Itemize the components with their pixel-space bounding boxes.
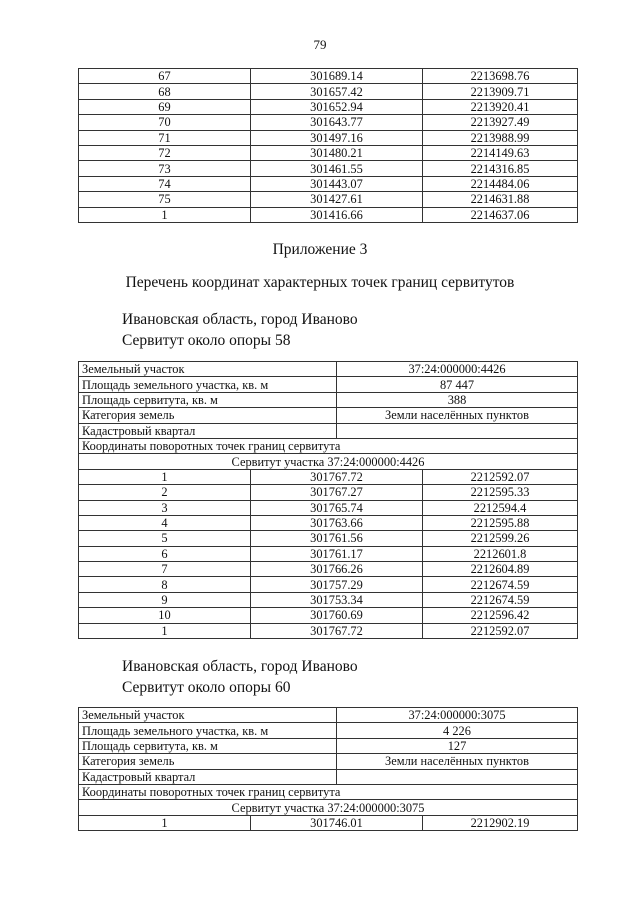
table-row (79, 192, 578, 207)
table-row (79, 69, 578, 84)
table-row (79, 531, 578, 546)
servitude-58-table (78, 361, 578, 639)
y-coordinate-cell: 2213988.99 (423, 130, 578, 145)
y-coordinate-cell: 2212596.42 (423, 608, 578, 623)
x-coordinate-cell: 301643.77 (251, 115, 423, 130)
point-number-cell: 1 (79, 469, 251, 484)
page-number: 79 (313, 37, 327, 52)
info-value-cell: 388 (337, 392, 578, 407)
y-coordinate-cell: 2214484.06 (423, 176, 578, 191)
info-row (79, 362, 578, 377)
table-row (79, 84, 578, 99)
table-row (79, 608, 578, 623)
point-number-cell: 5 (79, 531, 251, 546)
y-coordinate-cell: 2214149.63 (423, 145, 578, 160)
section-58-location: Ивановская область, город Иваново (122, 311, 358, 328)
table-row (79, 145, 578, 160)
x-coordinate-cell: 301757.29 (251, 577, 423, 592)
info-row (79, 408, 578, 423)
table-row (79, 207, 578, 222)
info-value-cell: 4 226 (337, 723, 578, 738)
point-number-cell: 73 (79, 161, 251, 176)
info-label-cell: Земельный участок (79, 362, 337, 377)
y-coordinate-cell: 2212599.26 (423, 531, 578, 546)
info-label-cell: Площадь сервитута, кв. м (79, 392, 337, 407)
table-row (79, 161, 578, 176)
table-row (79, 562, 578, 577)
y-coordinate-cell: 2212601.8 (423, 546, 578, 561)
info-label-cell: Земельный участок (79, 708, 337, 723)
y-coordinate-cell: 2213920.41 (423, 99, 578, 114)
table-row (79, 485, 578, 500)
table-row (79, 469, 578, 484)
y-coordinate-cell: 2212595.88 (423, 515, 578, 530)
table-row (79, 815, 578, 830)
y-coordinate-cell: 2212592.07 (423, 623, 578, 638)
x-coordinate-cell: 301416.66 (251, 207, 423, 222)
info-label-cell: Категория земель (79, 408, 337, 423)
continuation-coordinates-table (78, 68, 578, 223)
info-value-cell: 37:24:000000:4426 (337, 362, 578, 377)
point-number-cell: 1 (79, 815, 251, 830)
point-number-cell: 72 (79, 145, 251, 160)
y-coordinate-cell: 2213698.76 (423, 69, 578, 84)
info-row (79, 738, 578, 753)
x-coordinate-cell: 301461.55 (251, 161, 423, 176)
x-coordinate-cell: 301767.72 (251, 469, 423, 484)
y-coordinate-cell: 2212902.19 (423, 815, 578, 830)
x-coordinate-cell: 301767.72 (251, 623, 423, 638)
x-coordinate-cell: 301746.01 (251, 815, 423, 830)
info-label-cell: Кадастровый квартал (79, 423, 337, 438)
x-coordinate-cell: 301689.14 (251, 69, 423, 84)
y-coordinate-cell: 2213909.71 (423, 84, 578, 99)
list-title: Перечень координат характерных точек границ сервитутов (125, 274, 515, 291)
table-row (79, 176, 578, 191)
table-row (79, 99, 578, 114)
info-row (79, 392, 578, 407)
coords-header-row (79, 438, 578, 453)
info-row (79, 708, 578, 723)
servitude-60-table (78, 707, 578, 831)
info-value-cell: 37:24:000000:3075 (337, 708, 578, 723)
x-coordinate-cell: 301427.61 (251, 192, 423, 207)
point-number-cell: 9 (79, 592, 251, 607)
sub-header-cell: Сервитут участка 37:24:000000:4426 (79, 454, 578, 469)
point-number-cell: 71 (79, 130, 251, 145)
x-coordinate-cell: 301497.16 (251, 130, 423, 145)
x-coordinate-cell: 301763.66 (251, 515, 423, 530)
info-value-cell (337, 423, 578, 438)
x-coordinate-cell: 301760.69 (251, 608, 423, 623)
table-row (79, 115, 578, 130)
y-coordinate-cell: 2214637.06 (423, 207, 578, 222)
table-row (79, 546, 578, 561)
info-row (79, 754, 578, 769)
point-number-cell: 7 (79, 562, 251, 577)
x-coordinate-cell: 301753.34 (251, 592, 423, 607)
y-coordinate-cell: 2213927.49 (423, 115, 578, 130)
info-value-cell: Земли населённых пунктов (337, 408, 578, 423)
info-value-cell (337, 769, 578, 784)
point-number-cell: 1 (79, 207, 251, 222)
y-coordinate-cell: 2212594.4 (423, 500, 578, 515)
point-number-cell: 10 (79, 608, 251, 623)
y-coordinate-cell: 2212595.33 (423, 485, 578, 500)
section-58-servitude-name: Сервитут около опоры 58 (122, 332, 291, 349)
sub-header-cell: Сервитут участка 37:24:000000:3075 (79, 800, 578, 815)
x-coordinate-cell: 301652.94 (251, 99, 423, 114)
point-number-cell: 74 (79, 176, 251, 191)
point-number-cell: 4 (79, 515, 251, 530)
section-60-location: Ивановская область, город Иваново (122, 658, 358, 675)
info-value-cell: Земли населённых пунктов (337, 754, 578, 769)
sub-header-row (79, 800, 578, 815)
x-coordinate-cell: 301766.26 (251, 562, 423, 577)
point-number-cell: 69 (79, 99, 251, 114)
point-number-cell: 70 (79, 115, 251, 130)
info-row (79, 377, 578, 392)
point-number-cell: 6 (79, 546, 251, 561)
table-row (79, 500, 578, 515)
x-coordinate-cell: 301443.07 (251, 176, 423, 191)
info-label-cell: Кадастровый квартал (79, 769, 337, 784)
table-row (79, 592, 578, 607)
appendix-title: Приложение 3 (272, 241, 368, 258)
y-coordinate-cell: 2212674.59 (423, 577, 578, 592)
point-number-cell: 75 (79, 192, 251, 207)
x-coordinate-cell: 301767.27 (251, 485, 423, 500)
point-number-cell: 3 (79, 500, 251, 515)
info-value-cell: 127 (337, 738, 578, 753)
info-label-cell: Площадь сервитута, кв. м (79, 738, 337, 753)
table-row (79, 515, 578, 530)
y-coordinate-cell: 2214631.88 (423, 192, 578, 207)
table-row (79, 130, 578, 145)
info-label-cell: Площадь земельного участка, кв. м (79, 723, 337, 738)
coords-header-cell: Координаты поворотных точек границ сервитута (79, 438, 578, 453)
point-number-cell: 8 (79, 577, 251, 592)
y-coordinate-cell: 2214316.85 (423, 161, 578, 176)
x-coordinate-cell: 301765.74 (251, 500, 423, 515)
y-coordinate-cell: 2212604.89 (423, 562, 578, 577)
info-row (79, 769, 578, 784)
point-number-cell: 1 (79, 623, 251, 638)
x-coordinate-cell: 301657.42 (251, 84, 423, 99)
y-coordinate-cell: 2212592.07 (423, 469, 578, 484)
point-number-cell: 68 (79, 84, 251, 99)
table-row (79, 577, 578, 592)
coords-header-cell: Координаты поворотных точек границ сервитута (79, 784, 578, 799)
y-coordinate-cell: 2212674.59 (423, 592, 578, 607)
point-number-cell: 67 (79, 69, 251, 84)
coords-header-row (79, 784, 578, 799)
info-value-cell: 87 447 (337, 377, 578, 392)
info-label-cell: Площадь земельного участка, кв. м (79, 377, 337, 392)
info-row (79, 423, 578, 438)
x-coordinate-cell: 301761.17 (251, 546, 423, 561)
point-number-cell: 2 (79, 485, 251, 500)
sub-header-row (79, 454, 578, 469)
x-coordinate-cell: 301761.56 (251, 531, 423, 546)
info-row (79, 723, 578, 738)
info-label-cell: Категория земель (79, 754, 337, 769)
table-row (79, 623, 578, 638)
x-coordinate-cell: 301480.21 (251, 145, 423, 160)
section-60-servitude-name: Сервитут около опоры 60 (122, 679, 291, 696)
